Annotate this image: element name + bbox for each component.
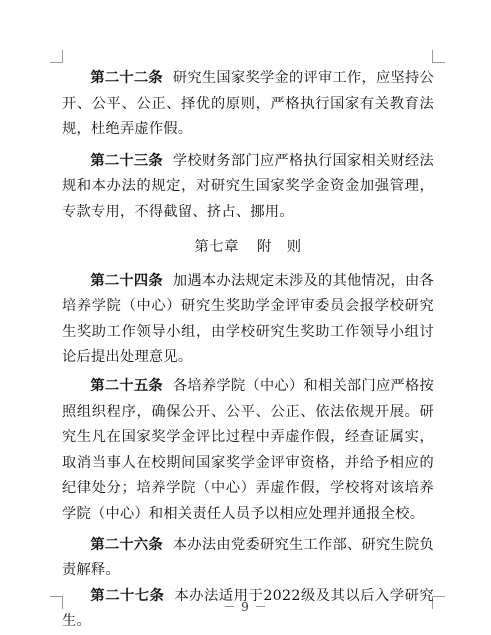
article-23 — [62, 149, 434, 226]
crop-mark-top-right — [432, 50, 445, 63]
article-number: 第二十四条 — [90, 272, 163, 289]
article-number: 第二十七条 — [90, 587, 165, 604]
article-text: 研究生国家奖学金的评审工作，应坚持公开、公平、公正、择优的原则，严格执行国家有关教育法规，杜绝弄虚作假。 — [62, 70, 434, 138]
document-body — [62, 66, 434, 635]
page-number: － 9 － — [223, 600, 268, 614]
article-22 — [62, 66, 434, 143]
article-24 — [62, 269, 434, 371]
article-text: 各培养学院（中心）和相关部门应严格按照组织程序，确保公开、公平、公正、依法依规开展。研究生凡在国家奖学金评比过程中弄虚作假，经查证属实，取消当事人在校期间国家奖学金评审资格，并给予相应的纪律处分；培养学院（中心）弄虚作假，学校将对该培养学院（中心）和相关责任人员予以相应处理并通报全校。 — [62, 377, 434, 522]
crop-mark-top-left — [50, 50, 63, 63]
article-26 — [62, 533, 434, 584]
article-number: 第二十三条 — [90, 152, 163, 169]
article-text: 本办法由党委研究生工作部、研究生院负责解释。 — [62, 536, 434, 579]
article-25 — [62, 374, 434, 528]
article-number: 第二十五条 — [90, 377, 163, 394]
article-number: 第二十二条 — [90, 70, 163, 86]
chapter-heading — [62, 235, 434, 259]
article-text: 本办法适用于2022级及其以后入学研究生。 — [62, 587, 434, 630]
chapter-number: 第七章 — [194, 238, 239, 255]
article-text: 加遇本办法规定未涉及的其他情况，由各培养学院（中心）研究生奖助学金评审委员会报学校研究生奖助工作领导小组，由学校研究生奖助工作领导小组讨论后提出处理意见。 — [62, 272, 434, 366]
article-text: 学校财务部门应严格执行国家相关财经法规和本办法的规定，对研究生国家奖学金资金加强管理，专款专用，不得截留、挤占、挪用。 — [62, 152, 434, 220]
chapter-title: 附 则 — [257, 238, 302, 255]
article-number: 第二十六条 — [90, 536, 163, 553]
